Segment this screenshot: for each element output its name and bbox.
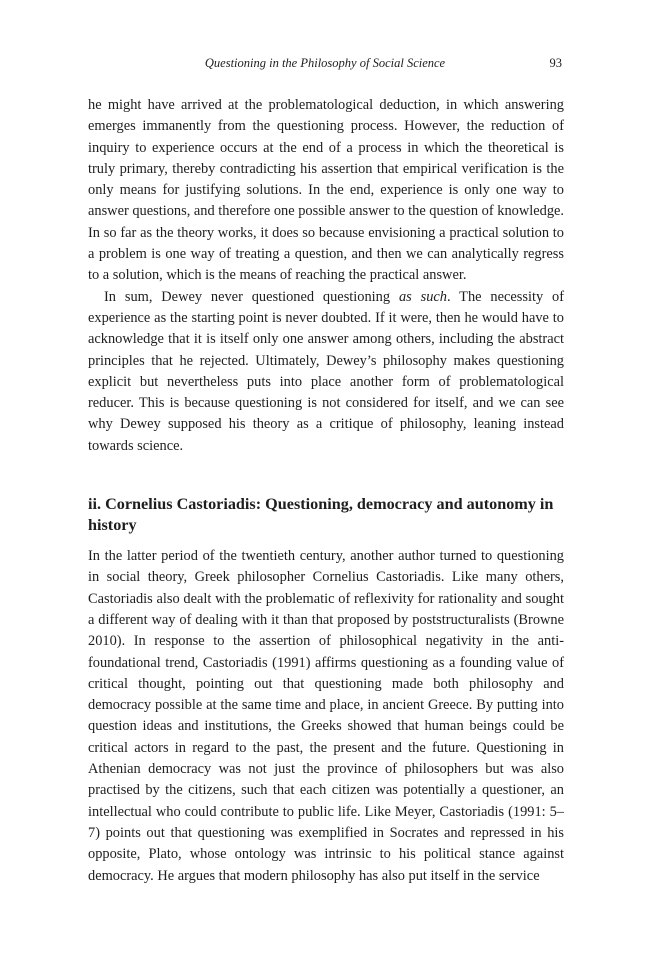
emphasis-text: as such: [398, 288, 447, 305]
page-body: [88, 95, 564, 887]
paragraph-continued: [88, 95, 564, 287]
paragraph-dewey-summary: [88, 287, 564, 457]
paragraph-text: . The necessity of experience as the starting point is never doubted. If it were, then he would have to acknowledge that it is itself only one answer among others, including the abstract principles that he rejected. Ultimately, Dewey’s philosophy makes questioning explicit but nevertheless puts into place another form of problematological reducer. This is because questioning is not considered for itself, and we can see why Dewey supposed his theory as a critique of philosophy, leaning instead towards science.: [88, 288, 564, 454]
running-title: Questioning in the Philosophy of Social Science: [204, 56, 446, 70]
paragraph-text: In the latter period of the twentieth century, another author turned to questioning in social theory, Greek philosopher Cornelius Castoriadis. Like many others, Castoriadis also dealt with the problematic of reflexivity for rationality and sought a different way of dealing with it than that proposed by poststructuralists (Browne 2010). In response to the assertion of philosophical negativity in the anti-foundational trend, Castoriadis (1991) affirms questioning as a founding value of critical thought, pointing out that questioning made both philosophy and democracy possible at the same time and place, in ancient Greece. By putting into question ideas and institutions, the Greeks showed that human beings could be critical actors in regard to the past, the present and the future. Questioning in Athenian democracy was not just the province of philosophers but was also practised by the citizens, such that each citizen was potentially a questioner, an intellectual who could contribute to public life. Like Meyer, Castoriadis (1991: 5–7) points out that questioning was exemplified in Socrates and repressed in his opposite, Plato, whose ontology was intrinsic to his political stance against democracy. He argues that modern philosophy has also put itself in the service: [88, 548, 564, 884]
paragraph-text: he might have arrived at the problematological deduction, in which answering emerges immanently from the questioning process. However, the reduction of inquiry to experience occurs at the end of a process in which the theoretical is truly primary, thereby contradicting his assertion that empirical verification is the only means for justifying solutions. In the end, experience is only one way to answer questions, and therefore one possible answer to the question of knowledge. In so far as the theory works, it does so because envisioning a practical solution to a problem is one way of treating a question, and then we can analytically regress to a solution, which is the means of reaching the practical answer.: [88, 97, 564, 284]
running-head: [88, 56, 562, 74]
page-number: 93: [549, 56, 562, 70]
paragraph-castoriadis: [88, 546, 564, 887]
section-heading: ii. Cornelius Castoriadis: Questioning, democracy and autonomy in history: [88, 495, 554, 535]
paragraph-text: In sum, Dewey never questioned questioning: [104, 288, 399, 305]
